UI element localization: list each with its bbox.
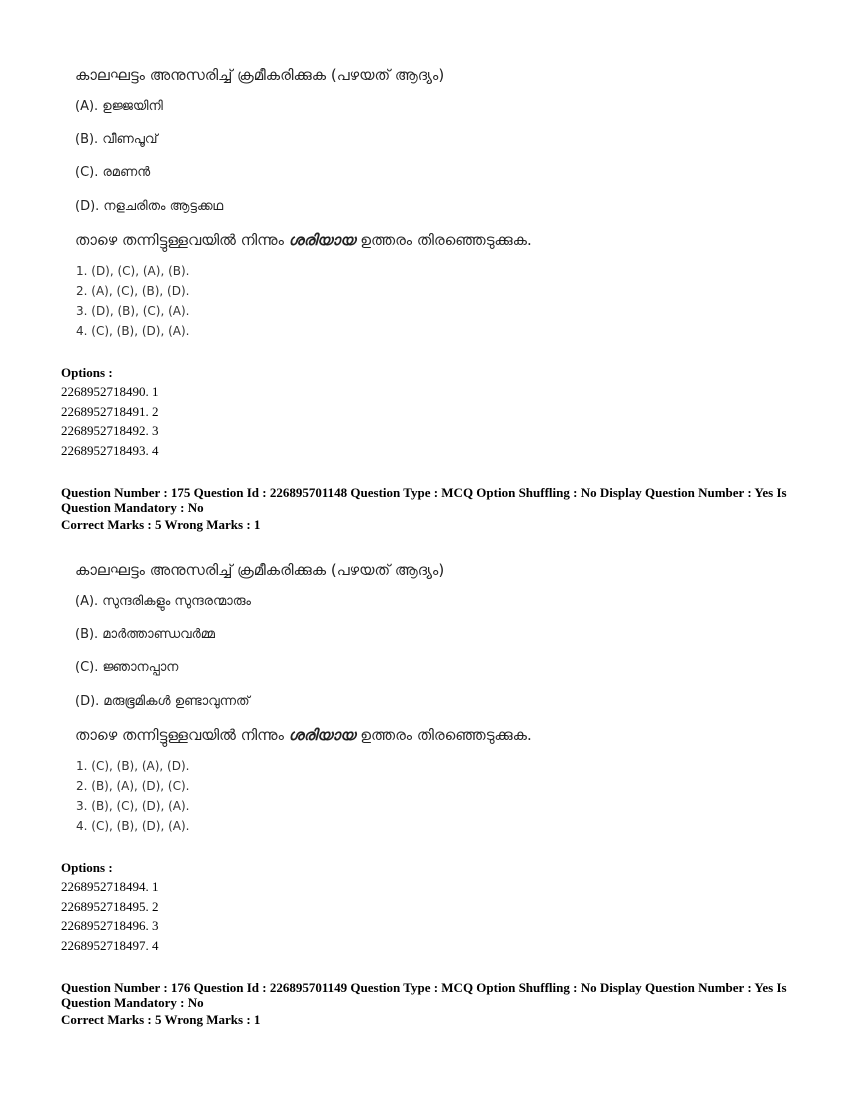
choice-1: 1. (D), (C), (A), (B). [76, 264, 190, 278]
item-c: (C). രമണൻ [75, 165, 151, 180]
instruction-bold: ശരിയായ [288, 231, 356, 249]
item-d: (D). നളചരിതം ആട്ടക്കഥ [75, 199, 224, 214]
item-a: (A). ഉജ്ജയിനി [75, 99, 163, 114]
option-id: 2268952718494. 1 [61, 879, 159, 894]
question-prompt: കാലഘട്ടം അനുസരിച്ച് ക്രമീകരിക്കുക (പഴയത് ആദ്യം) [75, 66, 445, 84]
choice-3: 3. (D), (B), (C), (A). [76, 304, 190, 318]
choice-4: 4. (C), (B), (D), (A). [76, 324, 190, 338]
instruction-post: ഉത്തരം തിരഞ്ഞെടുക്കുക. [355, 231, 532, 249]
question-marks: Correct Marks : 5 Wrong Marks : 1 [61, 517, 261, 532]
options-label: Options : [61, 365, 113, 380]
options-label: Options : [61, 860, 113, 875]
choice-3: 3. (B), (C), (D), (A). [76, 799, 190, 813]
option-id: 2268952718496. 3 [61, 918, 159, 933]
question-header: Question Number : 175 Question Id : 226895701148 Question Type : MCQ Option Shuffling : No Display Question Number : Yes Is [61, 485, 787, 500]
option-id: 2268952718493. 4 [61, 443, 159, 458]
question-header: Question Number : 176 Question Id : 226895701149 Question Type : MCQ Option Shuffling : No Display Question Number : Yes Is [61, 980, 787, 995]
item-a: (A). സുന്ദരികളും സുന്ദരന്മാരും [75, 594, 251, 609]
instruction [75, 231, 532, 249]
question-marks: Correct Marks : 5 Wrong Marks : 1 [61, 1012, 261, 1027]
question-header-cont: Question Mandatory : No [61, 995, 204, 1010]
choice-1: 1. (C), (B), (A), (D). [76, 759, 190, 773]
option-id: 2268952718491. 2 [61, 404, 159, 419]
option-id: 2268952718492. 3 [61, 423, 159, 438]
instruction-bold: ശരിയായ [288, 726, 356, 744]
question-prompt: കാലഘട്ടം അനുസരിച്ച് ക്രമീകരിക്കുക (പഴയത് ആദ്യം) [75, 561, 445, 579]
item-d: (D). മരുഭൂമികൾ ഉണ്ടാവുന്നത് [75, 694, 250, 709]
item-b: (B). വീണപൂവ് [75, 132, 158, 147]
item-b: (B). മാർത്താണ്ഡവർമ്മ [75, 627, 215, 642]
option-id: 2268952718497. 4 [61, 938, 159, 953]
instruction [75, 726, 532, 744]
option-id: 2268952718490. 1 [61, 384, 159, 399]
instruction-post: ഉത്തരം തിരഞ്ഞെടുക്കുക. [355, 726, 532, 744]
option-id: 2268952718495. 2 [61, 899, 159, 914]
question-header-cont: Question Mandatory : No [61, 500, 204, 515]
choice-2: 2. (A), (C), (B), (D). [76, 284, 190, 298]
instruction-pre: താഴെ തന്നിട്ടുള്ളവയിൽ നിന്നും [75, 726, 289, 744]
instruction-pre: താഴെ തന്നിട്ടുള്ളവയിൽ നിന്നും [75, 231, 289, 249]
choice-2: 2. (B), (A), (D), (C). [76, 779, 190, 793]
item-c: (C). ജ്ഞാനപ്പാന [75, 660, 179, 675]
choice-4: 4. (C), (B), (D), (A). [76, 819, 190, 833]
